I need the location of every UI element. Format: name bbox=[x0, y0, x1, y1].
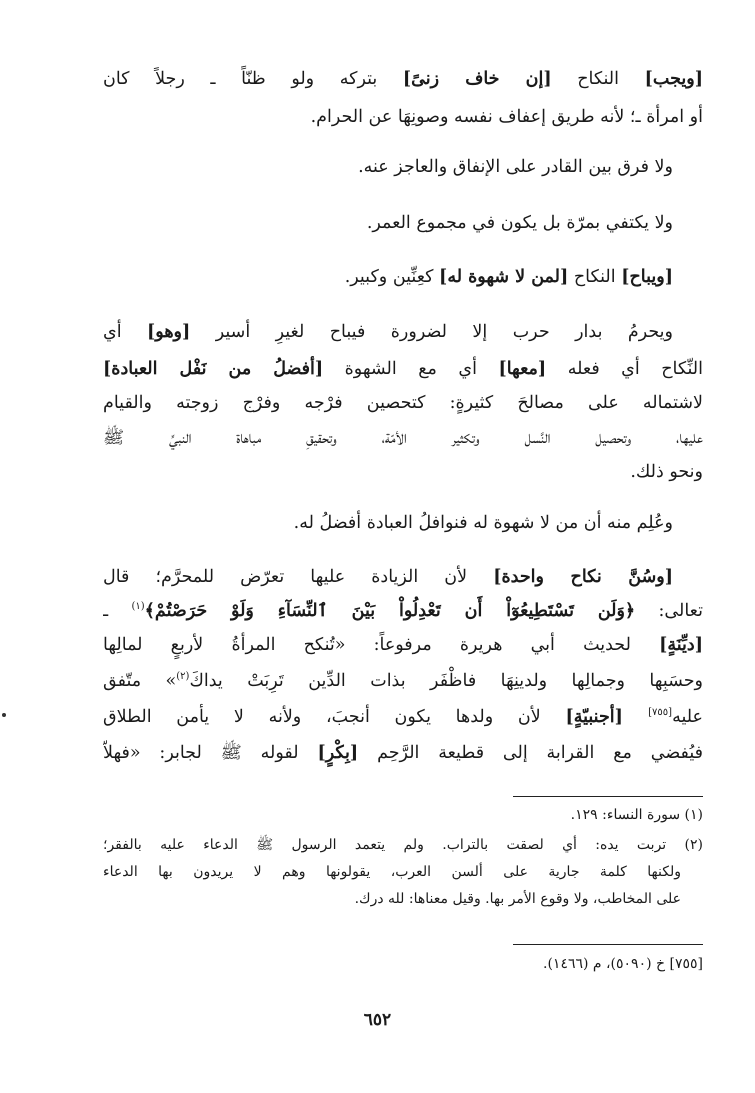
text-line-4: ولا يكتفي بمرّة بل يكون في مجموع العمر. bbox=[366, 213, 673, 233]
text-line-14: [ديِّنَةٍ] لحديث أبي هريرة مرفوعاً: «تُنكح المرأةُ لأربعٍ لمالِها bbox=[103, 635, 703, 655]
text-line-13: تعالى: ﴿وَلَن تَسْتَطِيعُوٓاْ أَن تَعْدِلُواْ بَيْنَ ٱلنِّسَآءِ وَلَوْ حَرَصْتُمْ﴾$^{(١)}$ ـ bbox=[103, 601, 703, 621]
text-line-10: ونحو ذلك. bbox=[630, 462, 703, 482]
text-line-2: أو امرأة ـ؛ لأنه طريق إعفاف نفسه وصونِهَا عن الحرام. bbox=[310, 107, 703, 127]
hadith-source: [٧٥٥] خ (٥٠٩٠)، م (١٤٦٦). bbox=[543, 956, 703, 972]
quran-verse: ﴿وَلَن تَسْتَطِيعُوٓاْ أَن تَعْدِلُواْ بَيْنَ ٱلنِّسَآءِ وَلَوْ حَرَصْتُمْ﴾ bbox=[144, 601, 636, 621]
footnote-divider bbox=[513, 796, 703, 797]
hadith-divider bbox=[513, 944, 703, 945]
text-line-9: عليها، وتحصيل النَّسل وتكثير الأمّة، وتحقيقِ مباهاة النبيِّ ﷺ bbox=[103, 428, 703, 448]
text-line-12: [وسُنَّ نكاح واحدة] لأن الزيادة عليها تعرّض للمحرَّم؛ قال bbox=[103, 567, 673, 587]
hadith-ref: [٧٥٥] bbox=[648, 707, 673, 719]
text-line-7: النِّكاح أي فعله [معها] أي مع الشهوة [أفضلُ من نَفْل العبادة] bbox=[103, 359, 703, 379]
text-line-15: وحسَبِها وجمالِها ولدينِهَا فاظْفَر بذات الدِّين تَرِبَتْ يداكَ$^{(٢)}$» متّفق bbox=[103, 671, 703, 691]
text-line-3: ولا فرق بين القادر على الإنفاق والعاجز عنه. bbox=[358, 157, 673, 177]
margin-mark bbox=[2, 713, 6, 717]
text-line-8: لاشتماله على مصالحَ كثيرةٍ: كتحصين فرْجه وفرْج زوجته والقيام bbox=[103, 393, 703, 413]
text-line-5: [ويباح] النكاح [لمن لا شهوة له] كعِنِّين وكبير. bbox=[344, 267, 673, 287]
footnote-2-line-1: (٢) تربت يده: أي لصقت بالتراب. ولم يتعمد الرسول ﷺ الدعاء عليه بالفقر؛ bbox=[103, 837, 703, 853]
text-line-11: وعُلِم منه أن من لا شهوة له فنوافلُ العبادة أفضلُ له. bbox=[293, 513, 673, 533]
text-line-16: عليه[٧٥٥] [أجنبيّةٍ] لأن ولدها يكون أنجبَ، ولأنه لا يأمن الطلاق bbox=[103, 707, 703, 727]
footnote-2-line-3: على المخاطب، ولا وقوع الأمر بها. وقيل معناها: لله درك. bbox=[354, 891, 681, 907]
footnote-ref-2: (٢) bbox=[176, 671, 190, 683]
page-number: ٦٥٢ bbox=[363, 1010, 392, 1030]
footnote-2-line-2: ولكنها كلمة جارية على ألسن العرب، يقولونها وهم لا يريدون بها الدعاء bbox=[103, 864, 681, 880]
text-line-17: فيُفضي مع القرابة إلى قطيعة الرَّحِم [بِكْرٍ] لقوله ﷺ لجابر: «فهلاّ bbox=[103, 743, 703, 763]
footnote-1: (١) سورة النساء: ١٢٩. bbox=[570, 807, 703, 823]
footnote-ref-1: (١) bbox=[131, 601, 145, 613]
text-line-6: ويحرمُ بدار حرب إلا لضرورة فيباح لغيرِ أسير [وهو] أي bbox=[103, 322, 674, 342]
text-line-1: [ويجب] النكاح [إن خاف زنىً] بتركه ولو ظنّاً ـ رجلاً كان bbox=[103, 69, 703, 89]
